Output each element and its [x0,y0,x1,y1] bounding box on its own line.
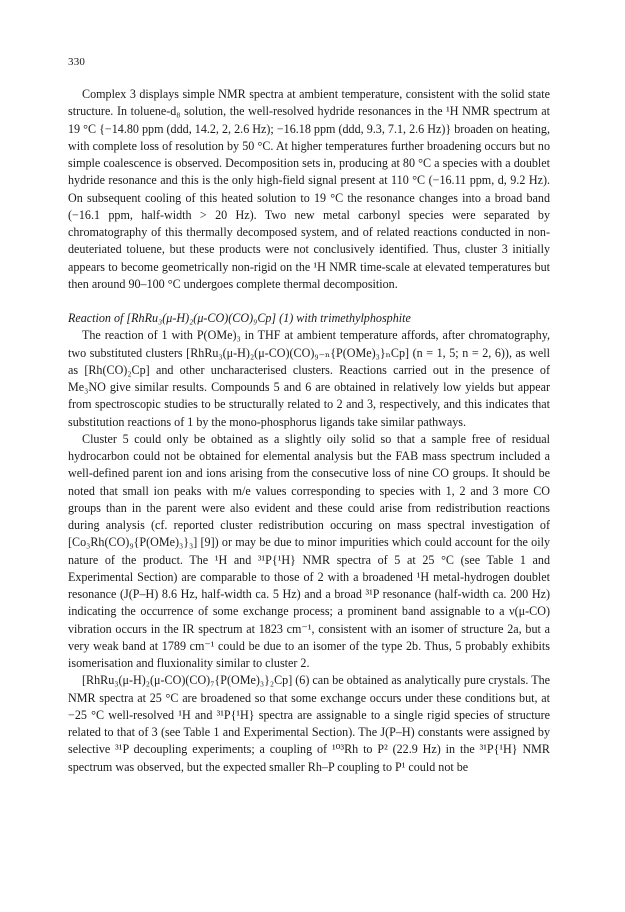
paragraph-compound-6: [RhRu₃(μ-H)₂(μ-CO)(CO)₇{P(OMe)₃}₂Cp] (6) can be obtained as analytically pure crystals. The NMR spectra at 25 °C are broadened so that some exchange occurs under these conditions but, at −25 °C well-resolved ¹H and ³¹P{¹H} spectra are assignable to a single rigid species of structure related to that of 3 (see Table 1 and Experimental Section). The J(P–H) constants were assigned by selective ³¹P decoupling experiments; a coupling of ¹⁰³Rh to P² (22.9 Hz) in the ³¹P{¹H} NMR spectrum was observed, but the expected smaller Rh–P coupling to P¹ could not be [68,673,550,774]
paragraph-reaction-with-pome3: The reaction of 1 with P(OMe)₃ in THF at ambient temperature affords, after chromatography, two substituted clusters [RhRu₃(μ-H)₂(μ-CO)(CO)₉₋ₙ{P(OMe)₃}ₙCp] (n = 1, 5; n = 2, 6)), as well as [Rh(CO)₂Cp] and other uncharacterised clusters. Reactions carried out in the presence of Me₃NO give similar results. Compounds 5 and 6 are obtained in relatively low yields but appear from spectroscopic studies to be structurally related to 2 and 3, respectively, and this indicates that substitution reactions of 1 by the mono-phosphorus ligands take similar pathways. [68,328,550,429]
section-heading-trimethylphosphite: Reaction of [RhRu₃(μ-H)₂(μ-CO)(CO)₉Cp] (1) with trimethylphosphite [68,311,411,325]
paragraph-complex-3-nmr: Complex 3 displays simple NMR spectra at ambient temperature, consistent with the solid state structure. In toluene-d₈ solution, the well-resolved hydride resonances in the ¹H NMR spectrum at 19 °C {−14.80 ppm (ddd, 14.2, 2, 2.6 Hz); −16.18 ppm (ddd, 9.3, 7.1, 2.6 Hz)} broaden on heating, with complete loss of resolution by 50 °C. At higher temperatures further broadening occurs but no simple coalescence is observed. Decomposition sets in, producing at 80 °C a species with a doublet hydride resonance and this is the only high-field signal present at 110 °C (−16.11 ppm, d, 9.2 Hz). On subsequent cooling of this heated solution to 19 °C the resonance changes into a broad band (−16.1 ppm, half-width > 20 Hz). Two new metal carbonyl species were separated by chromatography of this thermally decomposed system, and of related reactions conducted in non-deuteriated toluene, but these products were not conclusively identified. Thus, cluster 3 initially appears to become geometrically non-rigid on the ¹H NMR time-scale at elevated temperatures but then around 90–100 °C undergoes complete thermal decomposition. [68,87,550,291]
body-text [68,86,550,776]
paragraph-cluster-5: Cluster 5 could only be obtained as a slightly oily solid so that a sample free of residual hydrocarbon could not be obtained for elemental analysis but the FAB mass spectrum included a well-defined parent ion and ions arising from the consecutive loss of nine CO groups. It should be noted that small ion peaks with m/e values corresponding to species with 1, 2 and 3 more CO groups than in the parent were also evident and these could arise from redistribution reactions during analysis (cf. reported cluster redistribution occuring on mass spectral investigation of [Co₃Rh(CO)₉{P(OMe)₃}₃] [9]) or may be due to minor impurities which could account for the oily nature of the product. The ¹H and ³¹P{¹H} NMR spectra of 5 at 25 °C (see Table 1 and Experimental Section) are comparable to those of 2 with a broadened ¹H metal-hydrogen doublet resonance (J(P–H) 8.6 Hz, half-width ca. 5 Hz) and a broad ³¹P resonance (half-width ca. 200 Hz) indicating the occurrence of some exchange process; a prominent band assignable to a ν(μ-CO) vibration occurs in the IR spectrum at 1823 cm⁻¹, consistent with an isomer of structure 2a, but a very weak band at 1789 cm⁻¹ could be due to an isomer of the type 2b. Thus, 5 probably exhibits isomerisation and fluxionality similar to cluster 2. [68,431,550,670]
page-number: 330 [68,56,86,68]
